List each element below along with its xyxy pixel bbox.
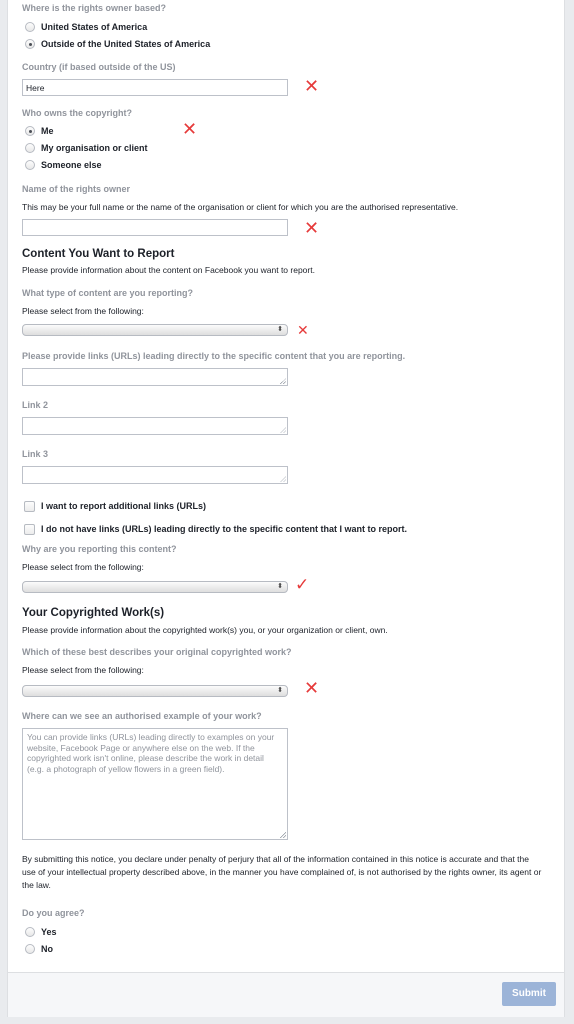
content-section-desc: Please provide information about the content on Facebook you want to report.: [22, 265, 315, 275]
work-section-title: Your Copyrighted Work(s): [22, 607, 165, 619]
select-arrows-icon: ⬍: [277, 687, 283, 694]
country-input[interactable]: [22, 79, 288, 96]
radio-usa[interactable]: [25, 22, 35, 32]
report-form-card: [7, 0, 565, 1017]
link-1-input[interactable]: [22, 368, 288, 386]
select-arrows-icon: ⬍: [277, 583, 283, 590]
resize-grip-icon[interactable]: [280, 476, 286, 482]
no-links-checkbox[interactable]: [24, 524, 35, 535]
radio-outside-usa-label[interactable]: Outside of the United States of America: [41, 39, 211, 49]
link-2-input[interactable]: [22, 417, 288, 435]
red-cross-mark: ✕: [304, 76, 320, 97]
work-describes-help: Please select from the following:: [22, 665, 144, 675]
resize-grip-icon[interactable]: [280, 427, 286, 433]
reason-label: Why are you reporting this content?: [22, 544, 177, 554]
red-cross-mark: ✕: [182, 119, 198, 140]
rights-owner-name-input[interactable]: [22, 219, 288, 236]
work-example-textarea[interactable]: [22, 728, 288, 840]
radio-organisation[interactable]: [25, 143, 35, 153]
country-label: Country (if based outside of the US): [22, 62, 176, 72]
submit-button[interactable]: Submit: [502, 982, 556, 1006]
link-3-input[interactable]: [22, 466, 288, 484]
link-3-label: Link 3: [22, 449, 49, 459]
radio-me[interactable]: [25, 126, 35, 136]
link-2-label: Link 2: [22, 400, 49, 410]
additional-links-label[interactable]: I want to report additional links (URLs): [41, 501, 207, 511]
reason-select[interactable]: [22, 581, 288, 593]
radio-no-label[interactable]: No: [41, 944, 53, 954]
resize-grip-icon[interactable]: [280, 832, 286, 838]
additional-links-checkbox[interactable]: [24, 501, 35, 512]
radio-no[interactable]: [25, 944, 35, 954]
radio-yes[interactable]: [25, 927, 35, 937]
agree-label: Do you agree?: [22, 908, 85, 918]
radio-usa-label[interactable]: United States of America: [41, 22, 148, 32]
rights-owner-based-label: Where is the rights owner based?: [22, 3, 167, 13]
content-type-label: What type of content are you reporting?: [22, 288, 194, 298]
content-section-title: Content You Want to Report: [22, 248, 175, 260]
red-cross-mark: ✕: [297, 323, 309, 339]
radio-me-label[interactable]: Me: [41, 126, 54, 136]
work-example-label: Where can we see an authorised example of your work?: [22, 711, 262, 721]
radio-organisation-label[interactable]: My organisation or client: [41, 143, 148, 153]
rights-owner-name-label: Name of the rights owner: [22, 184, 131, 194]
radio-outside-usa[interactable]: [25, 39, 35, 49]
reason-help: Please select from the following:: [22, 562, 144, 572]
select-arrows-icon: ⬍: [277, 326, 283, 333]
radio-yes-label[interactable]: Yes: [41, 927, 57, 937]
rights-owner-name-help: This may be your full name or the name of the organisation or client for which you are the authorised representative.: [22, 202, 459, 212]
content-type-select[interactable]: [22, 324, 288, 336]
links-label: Please provide links (URLs) leading directly to the specific content that you are reporting.: [22, 351, 406, 361]
radio-someone-else-label[interactable]: Someone else: [41, 160, 102, 170]
red-cross-mark: ✕: [304, 218, 320, 239]
work-section-desc: Please provide information about the copyrighted work(s) you, or your organization or client, own.: [22, 625, 388, 635]
no-links-label[interactable]: I do not have links (URLs) leading directly to the specific content that I want to report.: [41, 524, 408, 534]
declaration-text: By submitting this notice, you declare under penalty of perjury that all of the information contained in this notice is accurate and that the use of your intellectual property described above, in the manner you have complained of, is not authorised by the rights owner, its agent or the law.: [22, 854, 542, 890]
red-cross-mark: ✕: [304, 678, 320, 699]
content-type-help: Please select from the following:: [22, 306, 144, 316]
radio-someone-else[interactable]: [25, 160, 35, 170]
resize-grip-icon[interactable]: [280, 378, 286, 384]
red-check-mark: ✓: [295, 575, 310, 595]
copyright-owner-label: Who owns the copyright?: [22, 108, 132, 118]
work-example-placeholder: You can provide links (URLs) leading directly to examples on your website, Facebook Page or anywhere else on the web. If the copyrighted work isn't online, please describe the work in detail (e.g. a photograph of yellow flowers in a green field).: [27, 732, 275, 774]
work-describes-label: Which of these best describes your original copyrighted work?: [22, 647, 292, 657]
work-type-select[interactable]: [22, 685, 288, 697]
form-footer: [8, 972, 564, 1017]
